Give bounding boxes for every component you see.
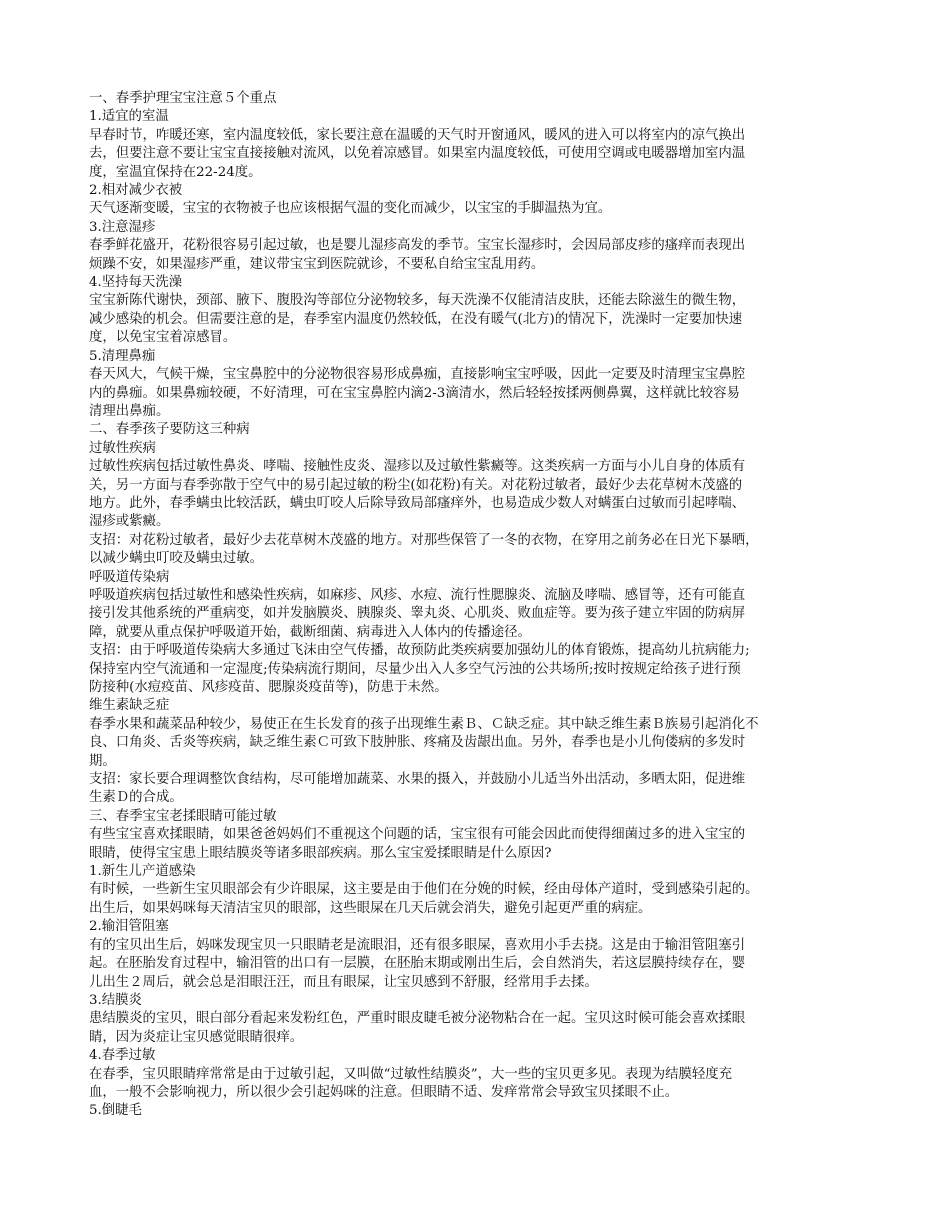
text-line: 关，另一方面与春季弥散于空气中的易引起过敏的粉尘(如花粉)有关。对花粉过敏者，最好少去花草树木茂盛的 <box>89 477 743 493</box>
text-line: 防接种(水痘疫苗、风疹疫苗、腮腺炎疫苗等)，防患于未然。 <box>89 680 448 695</box>
text-line: 烦躁不安，如果湿疹严重，建议带宝宝到医院就诊，不要私自给宝宝乱用药。 <box>89 256 545 272</box>
text-line: 去，但要注意不要让宝宝直接接触对流风，以免着凉感冒。如果室内温度较低，可使用空调或电暖器增加室内温 <box>89 146 746 162</box>
text-line: 2.输泪管阻塞 <box>89 919 169 935</box>
document-body <box>89 90 855 1121</box>
text-line: 春季鲜花盛开，花粉很容易引起过敏，也是婴儿湿疹高发的季节。宝宝长湿疹时，会因局部皮疹的瘙痒而表现出 <box>89 238 746 254</box>
text-line: 良、口角炎、舌炎等疾病，缺乏维生素Ｃ可致下肢肿胀、疼痛及齿龈出血。另外，春季也是小儿佝偻病的多发时 <box>89 735 746 751</box>
text-line: 睛，因为炎症让宝贝感觉眼睛很痒。 <box>89 1029 304 1045</box>
text-line: 春天风大，气候干燥，宝宝鼻腔中的分泌物很容易形成鼻痂，直接影响宝宝呼吸，因此一定要及时清理宝宝鼻腔 <box>89 367 746 383</box>
text-line: 一、春季护理宝宝注意５个重点 <box>89 91 277 106</box>
text-line: 血，一般不会影响视力，所以很少会引起妈咪的注意。但眼睛不适、发痒常常会导致宝贝揉眼不止。 <box>89 1084 679 1100</box>
text-line: 有时候，一些新生宝贝眼部会有少许眼屎，这主要是由于他们在分娩的时候，经由母体产道时，受到感染引起的。 <box>89 882 759 898</box>
text-line: 有些宝宝喜欢揉眼睛，如果爸爸妈妈们不重视这个问题的话，宝宝很有可能会因此而使得细菌过多的进入宝宝的 <box>89 827 746 843</box>
text-line: 清理出鼻痂。 <box>89 403 170 419</box>
text-line: 在春季，宝贝眼睛痒常常是由于过敏引起，又叫做“过敏性结膜炎”，大一些的宝贝更多见。表现为结膜轻度充 <box>89 1066 733 1082</box>
text-line: 5.清理鼻痂 <box>89 348 156 364</box>
text-line: 3.注意湿疹 <box>89 219 156 235</box>
text-line: 地方。此外，春季螨虫比较活跃，螨虫叮咬人后除导致局部瘙痒外，也易造成少数人对螨蛋白过敏而引起哮喘、 <box>89 495 746 511</box>
text-line: 生素Ｄ的合成。 <box>89 790 183 806</box>
text-line: 出生后，如果妈咪每天清洁宝贝的眼部，这些眼屎在几天后就会消失，避免引起更严重的病症。 <box>89 900 652 916</box>
text-line: 呼吸道传染病 <box>89 569 170 585</box>
text-line: 支招：对花粉过敏者，最好少去花草树木茂盛的地方。对那些保管了一冬的衣物，在穿用之前务必在日光下暴晒， <box>89 532 759 548</box>
text-line: 维生素缺乏症 <box>89 698 170 714</box>
text-line: 保持室内空气流通和一定湿度;传染病流行期间，尽量少出入人多空气污浊的公共场所;按时按规定给孩子进行预 <box>89 661 741 677</box>
text-line: 患结膜炎的宝贝，眼白部分看起来发粉红色，严重时眼皮睫毛被分泌物粘合在一起。宝贝这时候可能会喜欢揉眼 <box>89 1011 746 1027</box>
text-line: 障，就要从重点保护呼吸道开始，截断细菌、病毒进入人体内的传播途径。 <box>89 624 531 640</box>
text-line: 4.坚持每天洗澡 <box>89 275 183 291</box>
text-line: 5.倒睫毛 <box>89 1103 142 1119</box>
text-line: 天气逐渐变暖，宝宝的衣物被子也应该根据气温的变化而减少，以宝宝的手脚温热为宜。 <box>89 201 612 217</box>
text-line: 4.春季过敏 <box>89 1048 156 1064</box>
text-line: 期。 <box>89 753 116 769</box>
text-line: 支招：由于呼吸道传染病大多通过飞沫由空气传播，故预防此类疾病要加强幼儿的体育锻炼，提高幼儿抗病能力; <box>89 643 750 659</box>
text-line: 呼吸道疾病包括过敏性和感染性疾病，如麻疹、风疹、水痘、流行性腮腺炎、流脑及哮喘、感冒等，还有可能直 <box>89 587 746 603</box>
text-line: 起。在胚胎发育过程中，输泪管的出口有一层膜，在胚胎末期或刚出生后，会自然消失，若这层膜持续存在，婴 <box>89 956 746 972</box>
text-line: 接引发其他系统的严重病变，如并发脑膜炎、胰腺炎、睾丸炎、心肌炎、败血症等。要为孩子建立牢固的防病屏 <box>89 606 746 622</box>
text-line: 度，以免宝宝着凉感冒。 <box>89 330 237 346</box>
text-line: 1.适宜的室温 <box>89 109 169 125</box>
text-line: 儿出生２周后，就会总是泪眼汪汪，而且有眼屎，让宝贝感到不舒服，经常用手去揉。 <box>89 974 598 990</box>
text-line: 眼睛，使得宝宝患上眼结膜炎等诸多眼部疾病。那么宝宝爱揉眼睛是什么原因? <box>89 845 552 861</box>
text-line: 过敏性疾病 <box>89 440 156 456</box>
text-line: 1.新生儿产道感染 <box>89 864 196 880</box>
text-line: 度，室温宜保持在22-24度。 <box>89 164 262 180</box>
text-line: 减少感染的机会。但需要注意的是，春季室内温度仍然较低，在没有暖气(北方)的情况下，洗澡时一定要加快速 <box>89 311 743 327</box>
text-line: 三、春季宝宝老揉眼睛可能过敏 <box>89 808 277 824</box>
text-line: 春季水果和蔬菜品种较少，易使正在生长发育的孩子出现维生素Ｂ、Ｃ缺乏症。其中缺乏维生素Ｂ族易引起消化不 <box>89 716 759 732</box>
text-line: 早春时节，咋暖还寒，室内温度较低，家长要注意在温暖的天气时开窗通风，暖风的进入可以将室内的凉气换出 <box>89 127 746 143</box>
text-line: 有的宝贝出生后，妈咪发现宝贝一只眼睛老是流眼泪，还有很多眼屎，喜欢用小手去挠。这是由于输泪管阻塞引 <box>89 937 746 953</box>
text-line: 二、春季孩子要防这三种病 <box>89 422 250 438</box>
text-line: 2.相对减少衣被 <box>89 183 183 199</box>
text-line: 以减少螨虫叮咬及螨虫过敏。 <box>89 551 264 567</box>
text-line: 湿疹或紫癜。 <box>89 514 170 530</box>
text-line: 宝宝新陈代谢快，颈部、腋下、腹股沟等部位分泌物较多，每天洗澡不仅能清洁皮肤，还能去除滋生的微生物， <box>89 293 746 309</box>
text-line: 3.结膜炎 <box>89 992 142 1008</box>
text-line: 内的鼻痂。如果鼻痂较硬，不好清理，可在宝宝鼻腔内滴2-3滴清水，然后轻轻按揉两侧鼻翼，这样就比较容易 <box>89 385 740 401</box>
text-line: 支招：家长要合理调整饮食结构，尽可能增加蔬菜、水果的摄入，并鼓励小儿适当外出活动，多晒太阳，促进维 <box>89 772 746 788</box>
text-line: 过敏性疾病包括过敏性鼻炎、哮喘、接触性皮炎、湿疹以及过敏性紫癜等。这类疾病一方面与小儿自身的体质有 <box>89 459 746 475</box>
